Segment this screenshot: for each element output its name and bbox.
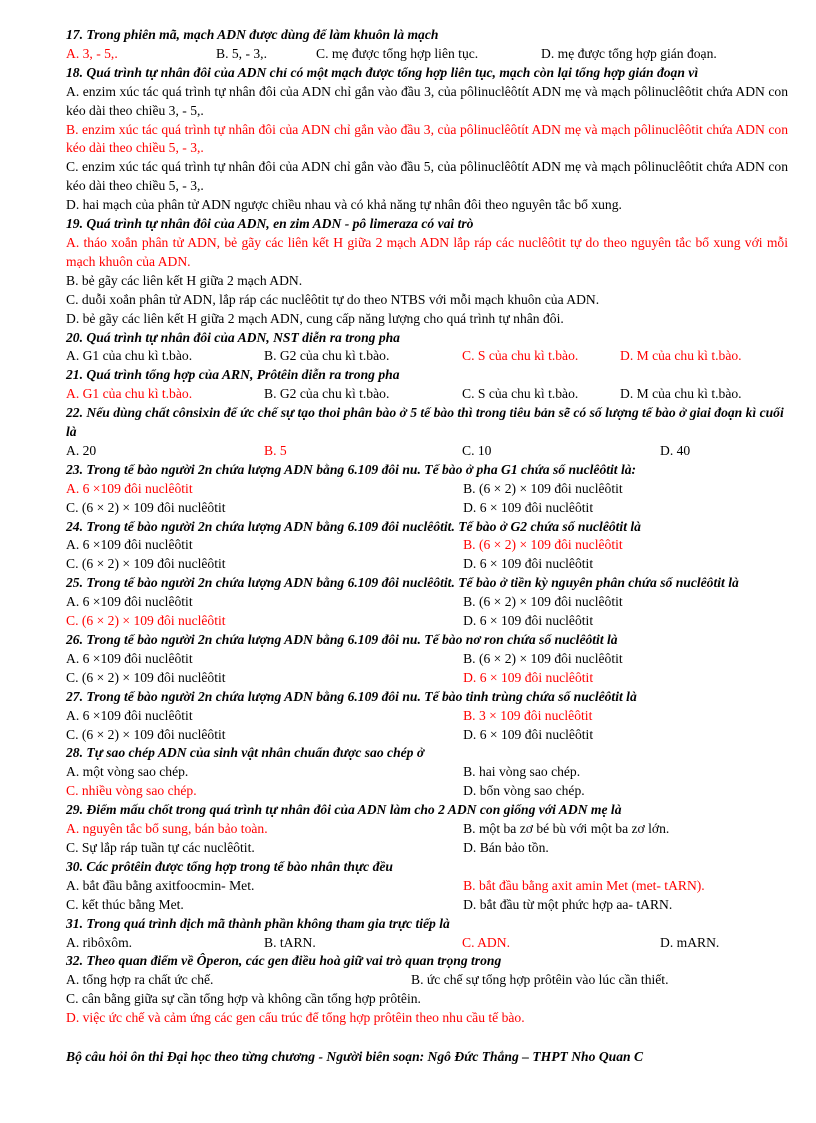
answer-option: A. G1 của chu kì t.bào.	[66, 348, 193, 364]
answer-option: D. M của chu kì t.bào.	[620, 386, 742, 402]
document-footer: Bộ câu hỏi ôn thi Đại học theo từng chương - Người biên soạn: Ngô Đức Thắng – THPT Nho Quan C	[66, 1049, 644, 1065]
options-row	[66, 763, 788, 782]
answer-option: B. 5, - 3,.	[216, 45, 267, 61]
answer-option: C. enzim xúc tác quá trình tự nhân đôi của ADN chỉ gắn vào đầu 5, của pôlinuclêôtít ADN mẹ và mạch pôlinuclêôtit chứa ADN con kéo dài theo chiều 5, - 3,.	[66, 159, 788, 194]
question-title: 32. Theo quan điểm về Ôperon, các gen điều hoà giữ vai trò quan trọng trong	[66, 953, 502, 969]
answer-option: C. (6 × 2) × 109 đôi nuclêôtit	[66, 613, 226, 629]
question-block	[66, 952, 788, 1028]
answer-option: B. G2 của chu kì t.bào.	[264, 386, 390, 402]
options-row	[66, 45, 788, 64]
answer-option: C. duỗi xoắn phân tử ADN, lắp ráp các nuclêôtit tự do theo NTBS với mỗi mạch khuôn của ADN.	[66, 291, 600, 307]
question-title: 23. Trong tế bào người 2n chứa lượng ADN bằng 6.109 đôi nu. Tế bào ở pha G1 chứa số nuclêôtit là:	[66, 461, 637, 477]
answer-option: D. 40	[660, 442, 691, 458]
answer-option: A. 6 ×109 đôi nuclêôtit	[66, 707, 193, 723]
answer-option: D. M của chu kì t.bào.	[620, 348, 742, 364]
options-row	[66, 971, 788, 990]
question-block	[66, 329, 788, 367]
answer-option: D. hai mạch của phân tử ADN ngược chiều nhau và có khả năng tự nhân đôi theo nguyên tắc bổ xung.	[66, 197, 622, 213]
options-row	[66, 782, 788, 801]
question-list	[66, 26, 788, 1028]
answer-option: C. (6 × 2) × 109 đôi nuclêôtit	[66, 726, 226, 742]
answer-option: B. bẻ gãy các liên kết H giữa 2 mạch ADN.	[66, 272, 303, 288]
answer-option: D. 6 × 109 đôi nuclêôtit	[463, 613, 594, 629]
options-row	[66, 839, 788, 858]
options-row	[66, 593, 788, 612]
answer-option: B. một ba zơ bé bù với một ba zơ lớn.	[463, 821, 670, 837]
options-row	[66, 612, 788, 631]
answer-option: D. Bán bảo tồn.	[463, 839, 549, 855]
options-row	[66, 442, 788, 461]
document-page	[66, 26, 788, 1067]
options-row	[66, 934, 788, 953]
answer-option: C. (6 × 2) × 109 đôi nuclêôtit	[66, 669, 226, 685]
answer-option: C. (6 × 2) × 109 đôi nuclêôtit	[66, 499, 226, 515]
options-row	[66, 385, 788, 404]
question-block	[66, 26, 788, 64]
question-title: 21. Quá trình tổng hợp của ARN, Prôtêin diễn ra trong pha	[66, 367, 400, 383]
answer-option: D. bắt đầu từ một phức hợp aa- tARN.	[463, 896, 673, 912]
question-block	[66, 858, 788, 915]
question-block	[66, 915, 788, 953]
answer-option: B. (6 × 2) × 109 đôi nuclêôtit	[463, 650, 623, 666]
question-block	[66, 574, 788, 631]
question-block	[66, 688, 788, 745]
answer-option: D. mẹ được tổng hợp gián đoạn.	[541, 45, 717, 61]
answer-option: B. (6 × 2) × 109 đôi nuclêôtit	[463, 480, 623, 496]
question-title: 18. Quá trình tự nhân đôi của ADN chỉ có một mạch được tổng hợp liên tục, mạch còn lại tổng hợp gián đoạn vì	[66, 64, 699, 80]
answer-option: C. kết thúc bằng Met.	[66, 896, 184, 912]
question-block	[66, 215, 788, 328]
answer-option: B. G2 của chu kì t.bào.	[264, 348, 390, 364]
options-row	[66, 820, 788, 839]
answer-option: D. bẻ gãy các liên kết H giữa 2 mạch ADN, cung cấp năng lượng cho quá trình tự nhân đôi.	[66, 310, 564, 326]
answer-option: B. enzim xúc tác quá trình tự nhân đôi của ADN chỉ gắn vào đầu 3, của pôlinuclêôtít ADN mẹ và mạch pôlinuclêôtit chứa ADN con kéo dài theo chiều 5, - 3,.	[66, 121, 788, 156]
answer-option: B. bắt đầu bằng axit amin Met (met- tARN).	[463, 877, 705, 893]
question-block	[66, 366, 788, 404]
question-title: 20. Quá trình tự nhân đôi của ADN, NST diễn ra trong pha	[66, 329, 400, 345]
answer-option: A. G1 của chu kì t.bào.	[66, 386, 193, 402]
options-row	[66, 896, 788, 915]
answer-option: A. nguyên tắc bổ sung, bán bảo toàn.	[66, 821, 268, 837]
question-title: 24. Trong tế bào người 2n chứa lượng ADN bằng 6.109 đôi nuclêôtit. Tế bào ở G2 chứa số nuclêôtit là	[66, 518, 641, 534]
answer-option: A. 6 ×109 đôi nuclêôtit	[66, 537, 193, 553]
answer-option: A. ribôxôm.	[66, 934, 133, 950]
options-row	[66, 707, 788, 726]
answer-option: D. 6 × 109 đôi nuclêôtit	[463, 726, 594, 742]
options-row	[66, 555, 788, 574]
answer-option: C. S của chu kì t.bào.	[462, 348, 579, 364]
options-row	[66, 726, 788, 745]
answer-option: A. một vòng sao chép.	[66, 764, 189, 780]
answer-option: A. tổng hợp ra chất ức chế.	[66, 972, 214, 988]
answer-option: C. nhiều vòng sao chép.	[66, 783, 197, 799]
answer-option: B. hai vòng sao chép.	[463, 764, 581, 780]
options-row	[66, 877, 788, 896]
answer-option: A. 3, - 5,.	[66, 45, 118, 61]
answer-option: C. Sự lắp ráp tuần tự các nuclêôtit.	[66, 839, 255, 855]
answer-option: D. 6 × 109 đôi nuclêôtit	[463, 669, 594, 685]
question-title: 30. Các prôtêin được tổng hợp trong tế bào nhân thực đều	[66, 858, 393, 874]
answer-option: A. 6 ×109 đôi nuclêôtit	[66, 650, 193, 666]
answer-option: D. 6 × 109 đôi nuclêôtit	[463, 499, 594, 515]
answer-option: C. 10	[462, 442, 492, 458]
answer-option: C. (6 × 2) × 109 đôi nuclêôtit	[66, 556, 226, 572]
answer-option: A. bắt đầu bằng axitfoocmin- Met.	[66, 877, 255, 893]
question-title: 17. Trong phiên mã, mạch ADN được dùng để làm khuôn là mạch	[66, 27, 439, 42]
options-row	[66, 499, 788, 518]
answer-option: B. 5	[264, 442, 287, 458]
answer-option: A. enzim xúc tác quá trình tự nhân đôi của ADN chỉ gắn vào đầu 3, của pôlinuclêôtít ADN mẹ và mạch pôlinuclêôtit chứa ADN con kéo dài theo chiều 3, - 5,.	[66, 83, 788, 118]
answer-option: D. việc ức chế và cảm ứng các gen cấu trúc để tổng hợp prôtêin theo nhu cầu tế bào.	[66, 1010, 525, 1026]
answer-option: D. bốn vòng sao chép.	[463, 783, 585, 799]
question-title: 29. Điểm mấu chốt trong quá trình tự nhân đôi của ADN làm cho 2 ADN con giống với ADN mẹ là	[66, 802, 622, 818]
answer-option: C. ADN.	[462, 934, 510, 950]
answer-option: C. mẹ được tổng hợp liên tục.	[316, 45, 479, 61]
options-row	[66, 650, 788, 669]
question-block	[66, 461, 788, 518]
question-block	[66, 801, 788, 858]
question-block	[66, 744, 788, 801]
options-row	[66, 347, 788, 366]
answer-option: B. (6 × 2) × 109 đôi nuclêôtit	[463, 594, 623, 610]
question-title: 27. Trong tế bào người 2n chứa lượng ADN bằng 6.109 đôi nu. Tế bào tinh trùng chứa số nuclêôtit là	[66, 688, 637, 704]
answer-option: A. 6 ×109 đôi nuclêôtit	[66, 594, 193, 610]
question-block	[66, 404, 788, 461]
question-block	[66, 64, 788, 215]
question-title: 22. Nếu dùng chất cônsixin để ức chế sự tạo thoi phân bào ở 5 tế bào thì trong tiêu bản sẽ có số lượng tế bào ở giai đoạn kì cuối là	[66, 405, 784, 440]
question-block	[66, 631, 788, 688]
answer-option: D. 6 × 109 đôi nuclêôtit	[463, 556, 594, 572]
answer-option: C. S của chu kì t.bào.	[462, 386, 579, 402]
options-row	[66, 669, 788, 688]
question-block	[66, 518, 788, 575]
question-title: 19. Quá trình tự nhân đôi của ADN, en zim ADN - pô limeraza có vai trò	[66, 216, 474, 232]
answer-option: A. 20	[66, 442, 97, 458]
answer-option: B. tARN.	[264, 934, 316, 950]
question-title: 26. Trong tế bào người 2n chứa lượng ADN bằng 6.109 đôi nu. Tế bào nơ ron chứa số nuclêôtit là	[66, 632, 618, 647]
answer-option: B. ức chế sự tổng hợp prôtêin vào lúc cần thiết.	[411, 972, 669, 988]
options-row	[66, 480, 788, 499]
options-row	[66, 536, 788, 555]
question-title: 25. Trong tế bào người 2n chứa lượng ADN bằng 6.109 đôi nuclêôtit. Tế bào ở tiền kỳ nguyên phân chứa số nuclêôtit là	[66, 575, 739, 591]
answer-option: A. tháo xoắn phân tử ADN, bẻ gãy các liên kết H giữa 2 mạch ADN lắp ráp các nuclêôtit tự do theo nguyên tắc bổ xung với mỗi mạch khuôn của ADN.	[66, 234, 788, 269]
answer-option: B. (6 × 2) × 109 đôi nuclêôtit	[463, 537, 623, 553]
answer-option: A. 6 ×109 đôi nuclêôtit	[66, 480, 193, 496]
answer-option: D. mARN.	[660, 934, 720, 950]
answer-option: B. 3 × 109 đôi nuclêôtit	[463, 707, 593, 723]
question-title: 28. Tự sao chép ADN của sinh vật nhân chuẩn được sao chép ở	[66, 745, 425, 761]
answer-option: C. cân bằng giữa sự cần tổng hợp và không cần tổng hợp prôtêin.	[66, 991, 421, 1007]
question-title: 31. Trong quá trình dịch mã thành phần không tham gia trực tiếp là	[66, 915, 450, 931]
